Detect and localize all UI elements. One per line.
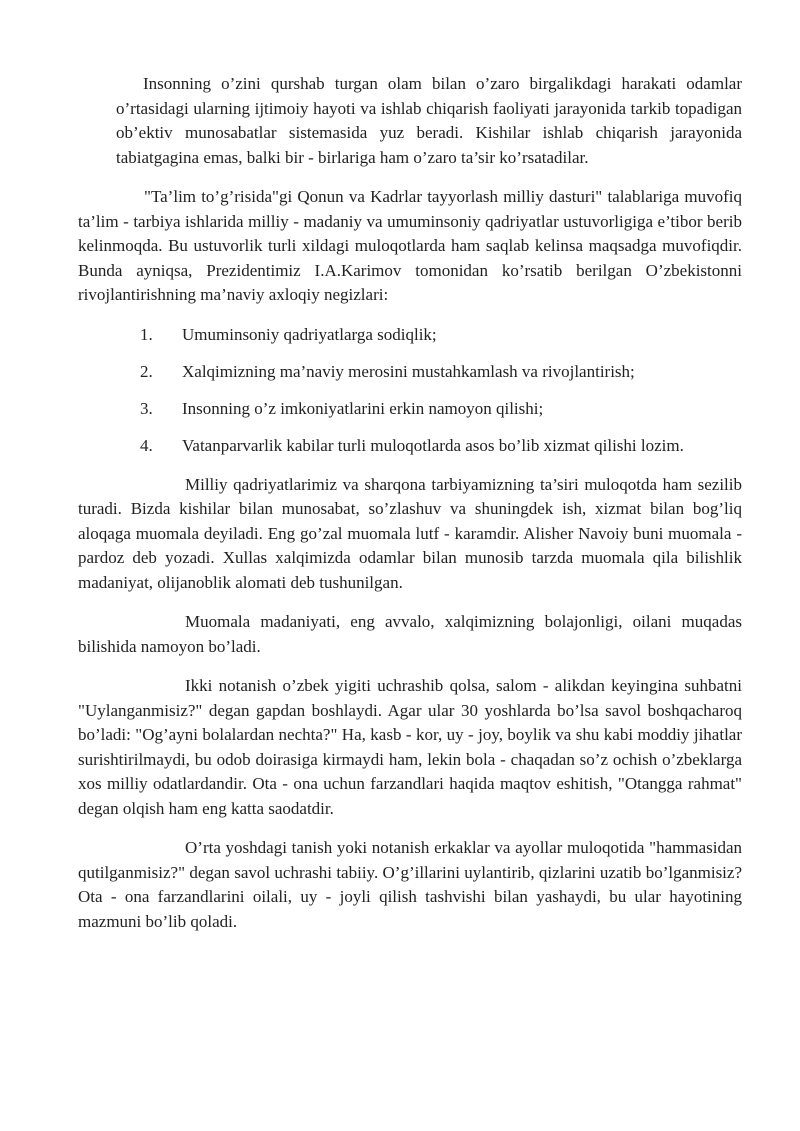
paragraph-intro: Insonning o’zini qurshab turgan olam bilan o’zaro birgalikdagi harakati odamlar o’rtasidagi ularning ijtimoiy hayoti va ishlab chiqarish faoliyati jarayonida tarkib topadigan ob’ektiv munosabatlar sistemasida yuz beradi. Kishilar ishlab chiqarish jarayonida tabiatgagina emas, balki bir - birlariga ham o’zaro ta’sir ko’rsatadilar. — [116, 74, 742, 167]
values-list — [78, 323, 742, 459]
list-item-number: 4. — [140, 436, 153, 456]
list-item-text: Xalqimizning ma’naviy merosini mustahkamlash va rivojlantirish; — [182, 361, 635, 381]
list-item — [78, 434, 742, 459]
paragraph-meeting: Ikki notanish o’zbek yigiti uchrashib qolsa, salom - alikdan keyingina suhbatni "Uylanganmisiz?" degan gapdan boshlaydi. Agar ular 30 yoshlarda bo’lsa savol boshqacharoq bo’ladi: "Og’ayni bolalardan nechta?" Ha, kasb - kor, uy - joy, boylik va shu kabi moddiy jihatlar surishtirilmaydi, bu odob doirasiga kirmaydi ham, lekin bola - chaqadan so’z ochish o’zbeklarga xos milliy odatlardandir. Ota - ona uchun farzandlari haqida maqtov eshitish, "Otangga rahmat" degan olqish ham eng katta saodatdir. — [78, 676, 742, 818]
document-page — [78, 72, 742, 949]
list-item-text: Umuminsoniy qadriyatlarga sodiqlik; — [182, 324, 437, 344]
list-item-number: 2. — [140, 361, 153, 381]
list-item — [78, 323, 742, 348]
paragraph-middle-age: O’rta yoshdagi tanish yoki notanish erkaklar va ayollar muloqotida "hammasidan qutilganmisiz?" degan savol uchrashi tabiiy. O’g’illarini uylantirib, qizlarini uzatib bo’lganmisiz? Ota - ona farzandlarini oilali, uy - joyli qilish tashvishi bilan yashaydi, bu ular hayotining mazmuni bo’lib qoladi. — [78, 838, 742, 931]
paragraph-values: Milliy qadriyatlarimiz va sharqona tarbiyamizning ta’siri muloqotda ham sezilib turadi. Bizda kishilar bilan munosabat, so’zlashuv va shuningdek ish, xizmat bilan bog’liq aloqaga muomala deyiladi. Eng go’zal muomala lutf - karamdir. Alisher Navoiy buni muomala - pardoz deb yozadi. Xullas xalqimizda odamlar bilan munosib tarzda muomala qila bilishlik madaniyat, olijanoblik alomati deb tushunilgan. — [78, 474, 742, 592]
list-item-number: 3. — [140, 398, 153, 418]
paragraph-culture: Muomala madaniyati, eng avvalo, xalqimizning bolajonligi, oilani muqadas bilishida namoyon bo’ladi. — [78, 612, 742, 656]
list-item — [78, 397, 742, 422]
list-item-text: Vatanparvarlik kabilar turli muloqotlarda asos bo’lib xizmat qilishi lozim. — [182, 436, 684, 456]
list-item-text: Insonning o’z imkoniyatlarini erkin namoyon qilishi; — [182, 398, 544, 418]
list-item — [78, 360, 742, 385]
paragraph-law: "Ta’lim to’g’risida"gi Qonun va Kadrlar tayyorlash milliy dasturi" talablariga muvofiq ta’lim - tarbiya ishlarida milliy - madaniy va umuminsoniy qadriyatlar ustuvorligiga e’tibor berib kelinmoqda. Bu ustuvorlik turli xildagi muloqotlarda ham saqlab kelinsa maqsadga muvofiqdir. Bunda ayniqsa, Prezidentimiz I.A.Karimov tomonidan ko’rsatib berilgan O’zbekistonni rivojlantirishning ma’naviy axloqiy negizlari: — [78, 187, 742, 304]
list-item-number: 1. — [140, 324, 153, 344]
